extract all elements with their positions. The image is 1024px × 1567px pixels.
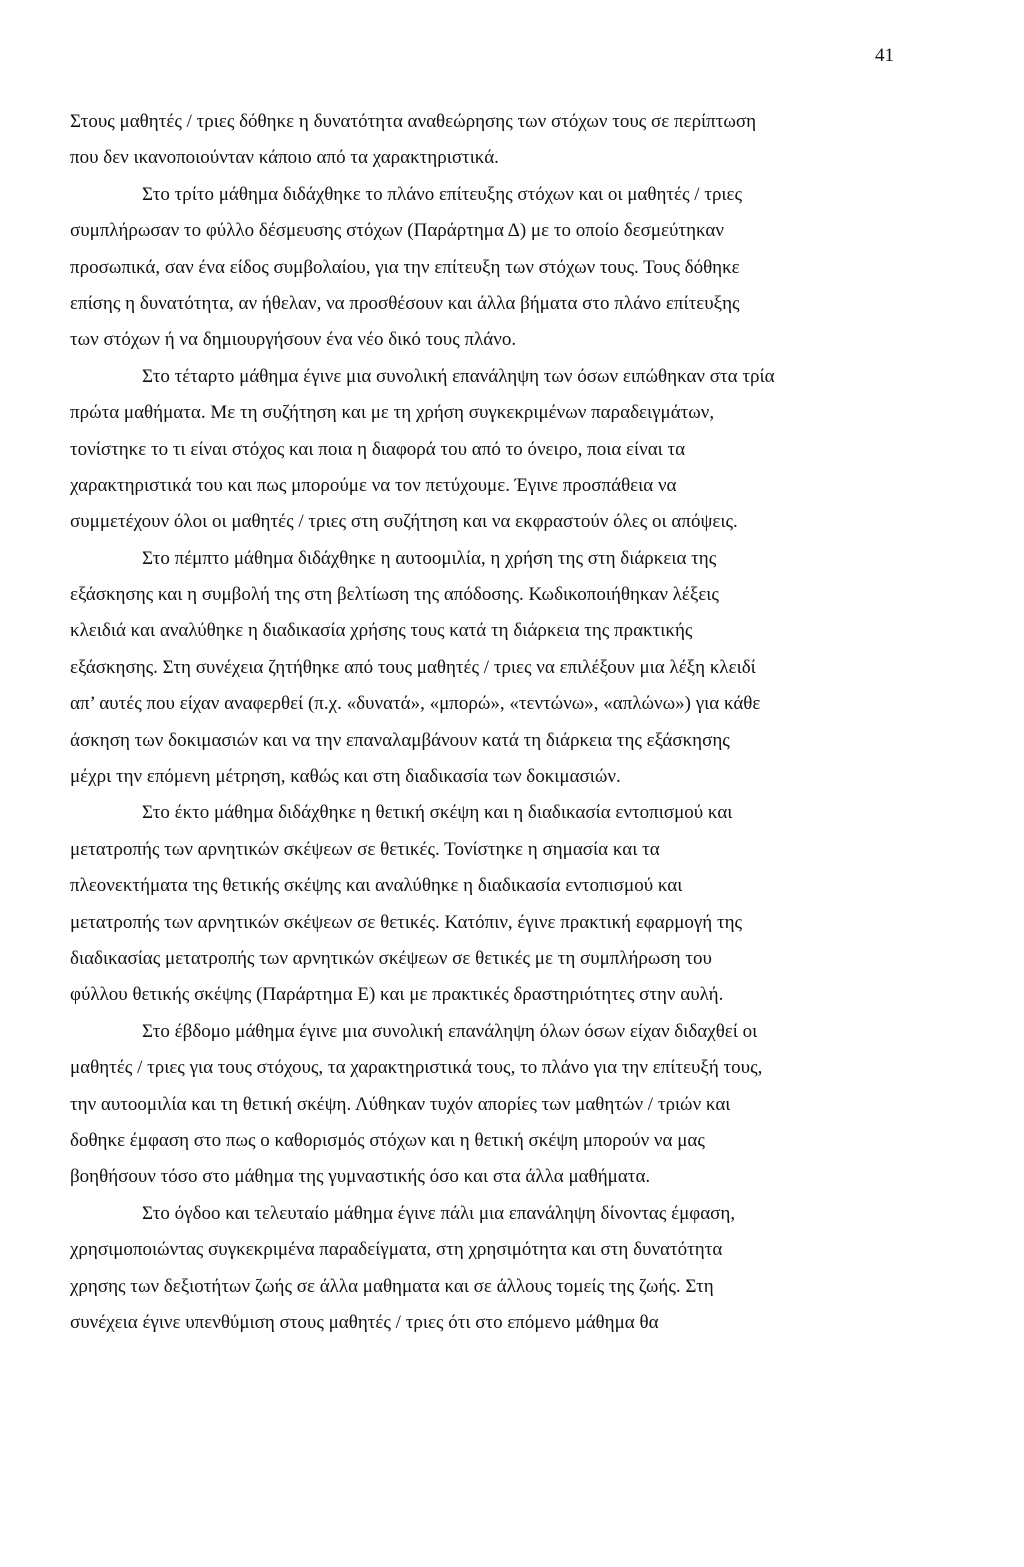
text-line: πρώτα μαθήματα. Με τη συζήτηση και με τη χρήση συγκεκριμένων παραδειγμάτων, [70, 402, 715, 424]
text-line: διαδικασίας μετατροπής των αρνητικών σκέψεων σε θετικές με τη συμπλήρωση του [70, 947, 712, 969]
text-line: Στους μαθητές / τριες δόθηκε η δυνατότητα αναθεώρησης των στόχων τους σε περίπτωση [70, 111, 757, 132]
paragraph-first-line: Στο πέμπτο μάθημα διδάχθηκε η αυτοομιλία, η χρήση της στη διάρκεια της [142, 547, 717, 569]
text-line: συνέχεια έγινε υπενθύμιση στους μαθητές / τριες ότι στο επόμενο μάθημα θα [70, 1311, 659, 1333]
text-line: χαρακτηριστικά του και πως μπορούμε να τον πετύχουμε. Έγινε προσπάθεια να [70, 474, 677, 496]
text-line: άσκηση των δοκιμασιών και να την επαναλαμβάνουν κατά τη διάρκεια της εξάσκησης [70, 729, 730, 751]
text-line: φύλλου θετικής σκέψης (Παράρτημα Ε) και με πρακτικές δραστηριότητες στην αυλή. [70, 984, 724, 1006]
text-line: χρησης των δεξιοτήτων ζωής σε άλλα μαθηματα και σε άλλους τομείς της ζωής. Στη [70, 1275, 714, 1297]
text-line: βοηθήσουν τόσο στο μάθημα της γυμναστικής όσο και στα άλλα μαθήματα. [70, 1166, 651, 1188]
text-line: προσωπικά, σαν ένα είδος συμβολαίου, για την επίτευξη των στόχων τους. Τους δόθηκε [70, 256, 740, 278]
text-line: δοθηκε έμφαση στο πως ο καθορισμός στόχων και η θετική σκέψη μπορούν να μας [70, 1129, 705, 1151]
paragraph-first-line: Στο τρίτο μάθημα διδάχθηκε το πλάνο επίτευξης στόχων και οι μαθητές / τριες [142, 183, 743, 205]
text-line: κλειδιά και αναλύθηκε η διαδικασία χρήσης τους κατά τη διάρκεια της πρακτικής [70, 620, 693, 642]
text-line: πλεονεκτήματα της θετικής σκέψης και αναλύθηκε η διαδικασία εντοπισμού και [70, 875, 683, 897]
text-line: μετατροπής των αρνητικών σκέψεων σε θετικές. Κατόπιν, έγινε πρακτική εφαρμογή της [70, 911, 743, 933]
text-line: εξάσκησης και η συμβολή της στη βελτίωση της απόδοσης. Κωδικοποιήθηκαν λέξεις [70, 584, 719, 606]
text-line: χρησιμοποιώντας συγκεκριμένα παραδείγματα, στη χρησιμότητα και στη δυνατότητα [70, 1239, 723, 1261]
paragraph-first-line: Στο έκτο μάθημα διδάχθηκε η θετική σκέψη και η διαδικασία εντοπισμού και [142, 802, 733, 824]
text-line: μετατροπής των αρνητικών σκέψεων σε θετικές. Τονίστηκε η σημασία και τα [70, 838, 660, 860]
text-line: συμπλήρωσαν το φύλλο δέσμευσης στόχων (Παράρτημα Δ) με το οποίο δεσμεύτηκαν [70, 220, 724, 242]
text-line: την αυτοομιλία και τη θετική σκέψη. Λύθηκαν τυχόν απορίες των μαθητών / τριών και [70, 1093, 731, 1115]
paragraph-first-line: Στο όγδοο και τελευταίο μάθημα έγινε πάλι μια επανάληψη δίνοντας έμφαση, [142, 1202, 736, 1224]
paragraph-first-line: Στο έβδομο μάθημα έγινε μια συνολική επανάληψη όλων όσων είχαν διδαχθεί οι [142, 1020, 758, 1042]
paragraph-first-line: Στο τέταρτο μάθημα έγινε μια συνολική επανάληψη των όσων ειπώθηκαν στα τρία [142, 365, 775, 387]
document-body [70, 104, 900, 1341]
text-line: απ’ αυτές που είχαν αναφερθεί (π.χ. «δυνατά», «μπορώ», «τεντώνω», «απλώνω») για κάθε [70, 693, 761, 715]
text-line: συμμετέχουν όλοι οι μαθητές / τριες στη συζήτηση και να εκφραστούν όλες οι απόψεις. [70, 511, 738, 533]
text-line: που δεν ικανοποιούνταν κάποιο από τα χαρακτηριστικά. [70, 147, 499, 169]
text-line: εξάσκησης. Στη συνέχεια ζητήθηκε από τους μαθητές / τριες να επιλέξουν μια λέξη κλειδί [70, 656, 756, 678]
text-line: επίσης η δυνατότητα, αν ήθελαν, να προσθέσουν και άλλα βήματα στο πλάνο επίτευξης [70, 292, 740, 314]
text-line: μέχρι την επόμενη μέτρηση, καθώς και στη διαδικασία των δοκιμασιών. [70, 766, 621, 788]
text-line: των στόχων ή να δημιουργήσουν ένα νέο δικό τους πλάνο. [70, 329, 517, 351]
text-line: μαθητές / τριες για τους στόχους, τα χαρακτηριστικά τους, το πλάνο για την επίτευξή τους, [70, 1057, 763, 1079]
text-line: τονίστηκε το τι είναι στόχος και ποια η διαφορά του από το όνειρο, ποια είναι τα [70, 438, 686, 460]
page-number: 41 [875, 45, 894, 66]
